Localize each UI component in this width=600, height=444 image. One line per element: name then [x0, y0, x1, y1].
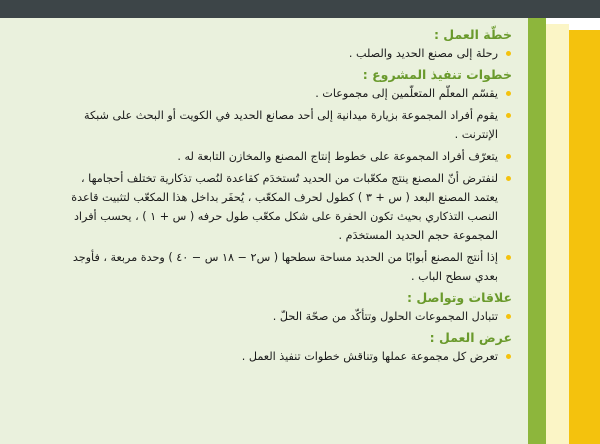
list-item — [60, 169, 512, 245]
list-steps — [60, 84, 512, 286]
list-item-text: تتبادل المجموعات الحلول وتتأكّد من صحّة الحلّ . — [272, 310, 498, 323]
bullet-icon — [506, 91, 511, 96]
list-presentation — [60, 347, 512, 366]
list-item — [60, 106, 512, 144]
list-item-text: تعرض كل مجموعة عملها وتناقش خطوات تنفيذ العمل . — [241, 350, 498, 363]
list-plan — [60, 44, 512, 63]
bullet-icon — [506, 154, 511, 159]
list-item-text: لنفترض أنّ المصنع ينتج مكعّبات من الحديد تُستخدَم كقاعدة لنُصب تذكارية تختلف أحجامها ، يعتمد المصنع البعد ( س + ٣ ) كطول لحرف المكعّب ، يُحفَر بداخل هذا المكعّب لتثبيت قاعدة النصب التذكاري بحيث تكون الحفرة على شكل مكعّب طول حرفه ( س + ١ ) ، يحسب أفراد المجموعة حجم الحديد المستخدَم . — [71, 172, 498, 242]
list-item — [60, 307, 512, 326]
section-steps — [60, 66, 512, 286]
list-relations — [60, 307, 512, 326]
list-item-text: يتعرّف أفراد المجموعة على خطوط إنتاج المصنع والمخازن التابعة له . — [177, 150, 498, 163]
bullet-icon — [506, 354, 511, 359]
bullet-icon — [506, 314, 511, 319]
section-heading-plan: خطّة العمل : — [433, 27, 512, 42]
decorative-stripe-green — [528, 18, 546, 444]
list-item — [60, 147, 512, 166]
section-heading-relations: علاقات وتواصل : — [407, 290, 512, 305]
bullet-icon — [506, 113, 511, 118]
list-item-text: رحلة إلى مصنع الحديد والصلب . — [348, 47, 498, 60]
list-item-text: إذا أنتج المصنع أبوابًا من الحديد مساحة سطحها ( س٢ − ١٨ س − ٤٠ ) وحدة مربعة ، فأوجد بعدي سطح الباب . — [72, 251, 498, 283]
list-item — [60, 248, 512, 286]
list-item — [60, 84, 512, 103]
list-item — [60, 44, 512, 63]
project-content — [60, 26, 512, 369]
bullet-icon — [506, 51, 511, 56]
top-bar — [0, 0, 600, 18]
section-heading-presentation: عرض العمل : — [429, 330, 512, 345]
list-item-text: يقسّم المعلّم المتعلّمين إلى مجموعات . — [315, 87, 498, 100]
section-relations — [60, 289, 512, 326]
list-item-text: يقوم أفراد المجموعة بزيارة ميدانية إلى أحد مصانع الحديد في الكويت أو البحث على شبكة الإنترنت . — [83, 109, 498, 141]
section-presentation — [60, 329, 512, 366]
section-heading-steps: خطوات تنفيذ المشروع : — [362, 67, 512, 82]
bullet-icon — [506, 255, 511, 260]
list-item — [60, 347, 512, 366]
decorative-stripe-cream — [546, 24, 569, 444]
decorative-stripe-yellow — [569, 30, 600, 444]
section-plan — [60, 26, 512, 63]
bullet-icon — [506, 176, 511, 181]
